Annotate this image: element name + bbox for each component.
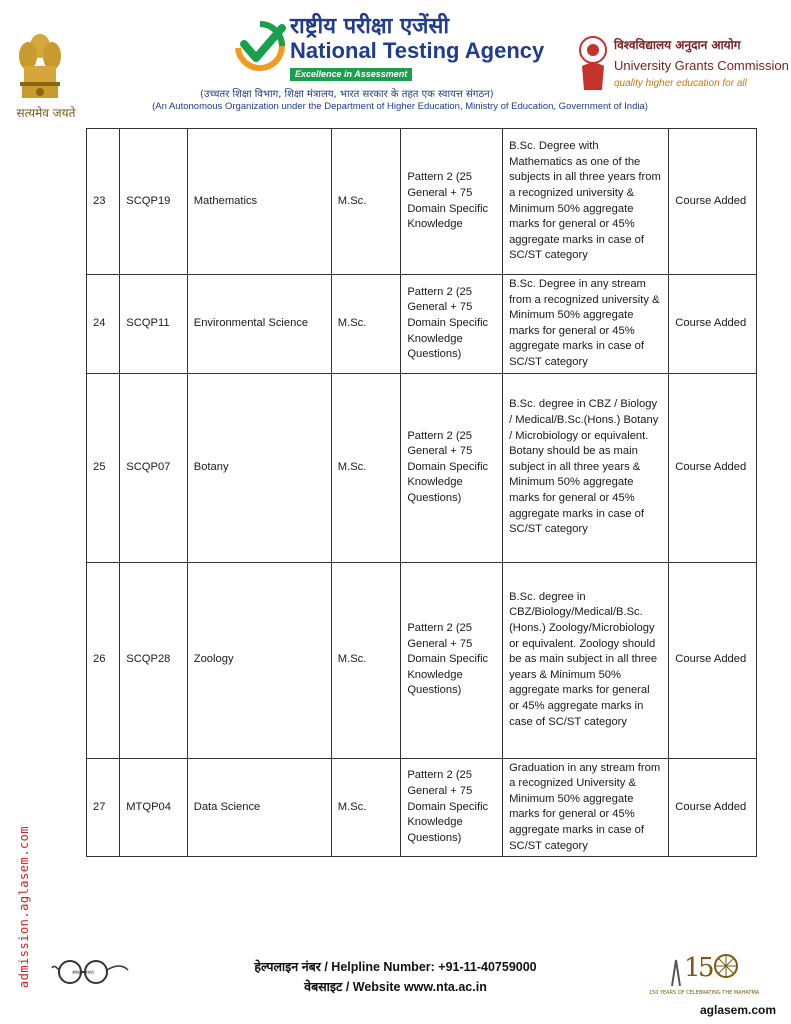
exam-pattern-cell: Pattern 2 (25 General + 75 Domain Specific Knowledge Questions) — [401, 758, 503, 857]
table-row — [87, 373, 757, 562]
table-row — [87, 562, 757, 758]
eligibility-cell: B.Sc. degree in CBZ/Biology/Medical/B.Sc.(Hons.) Zoology/Microbiology or equivalent. Zoology should be as main subject in all three years & Minimum 50% aggregate marks for general or 45% aggregate marks in case of SC/ST category — [503, 562, 669, 758]
subject-name-cell: Environmental Science — [187, 275, 331, 374]
subject-code-cell: SCQP07 — [120, 373, 188, 562]
nta-subtitle-hindi: (उच्चतर शिक्षा विभाग, शिक्षा मंत्रालय, भारत सरकार के तहत एक स्वायत्त संगठन) — [200, 89, 494, 100]
serial-number-cell: 27 — [87, 758, 120, 857]
status-cell: Course Added — [669, 373, 757, 562]
eligibility-cell: B.Sc. Degree with Mathematics as one of the subjects in all three years from a recognized university & Minimum 50% aggregate marks for general or 45% aggregate marks in case of SC/ST category — [503, 129, 669, 275]
ugc-name-hindi: विश्वविद्यालय अनुदान आयोग — [614, 38, 741, 52]
svg-text:5: 5 — [698, 953, 715, 983]
nta-checkmark-logo-icon — [232, 20, 288, 70]
state-emblem-icon — [14, 26, 66, 102]
table-row — [87, 129, 757, 275]
svg-text:1: 1 — [684, 953, 701, 983]
serial-number-cell: 23 — [87, 129, 120, 275]
serial-number-cell: 26 — [87, 562, 120, 758]
website-link[interactable]: वेबसाइट / Website www.nta.ac.in — [304, 980, 487, 994]
ugc-name-english: University Grants Commission — [614, 58, 789, 73]
nta-name-hindi: राष्ट्रीय परीक्षा एजेंसी — [290, 14, 450, 39]
serial-number-cell: 25 — [87, 373, 120, 562]
degree-cell: M.Sc. — [331, 275, 401, 374]
corner-watermark: aglasem.com — [700, 1003, 777, 1017]
degree-cell: M.Sc. — [331, 758, 401, 857]
status-cell: Course Added — [669, 275, 757, 374]
swachh-bharat-label: स्वच्छ भारत — [72, 970, 94, 976]
eligibility-cell: Graduation in any stream from a recognized University & Minimum 50% aggregate marks for general or 45% aggregate marks in case of SC/ST category — [503, 758, 669, 857]
subject-code-cell: SCQP28 — [120, 562, 188, 758]
status-cell: Course Added — [669, 758, 757, 857]
table-row — [87, 758, 757, 857]
degree-cell: M.Sc. — [331, 373, 401, 562]
table-row — [87, 275, 757, 374]
nta-tagline: Excellence in Assessment — [290, 68, 412, 81]
serial-number-cell: 24 — [87, 275, 120, 374]
status-cell: Course Added — [669, 129, 757, 275]
ugc-tagline: quality higher education for all — [614, 78, 747, 89]
status-cell: Course Added — [669, 562, 757, 758]
gandhi-150-label: 150 YEARS OF CELEBRATING THE MAHATMA — [648, 990, 760, 996]
subject-name-cell: Mathematics — [187, 129, 331, 275]
exam-pattern-cell: Pattern 2 (25 General + 75 Domain Specific Knowledge Questions) — [401, 373, 503, 562]
exam-pattern-cell: Pattern 2 (25 General + 75 Domain Specific Knowledge — [401, 129, 503, 275]
eligibility-cell: B.Sc. degree in CBZ / Biology / Medical/B.Sc.(Hons.) Botany / Microbiology or equivalent. Botany should be as main subject in all three years & Minimum 50% aggregate marks for general or 45% aggregate marks in case of SC/ST category — [503, 373, 669, 562]
exam-pattern-cell: Pattern 2 (25 General + 75 Domain Specific Knowledge Questions) — [401, 275, 503, 374]
subject-name-cell: Data Science — [187, 758, 331, 857]
subject-code-cell: MTQP04 — [120, 758, 188, 857]
side-watermark: admission.aglasem.com — [17, 825, 31, 989]
gandhi-150-logo-icon — [648, 946, 760, 1000]
course-table — [86, 128, 757, 857]
subject-name-cell: Botany — [187, 373, 331, 562]
degree-cell: M.Sc. — [331, 562, 401, 758]
eligibility-cell: B.Sc. Degree in any stream from a recognized university & Minimum 50% aggregate marks for general or 45% aggregate marks in case of SC/ST category — [503, 275, 669, 374]
subject-code-cell: SCQP11 — [120, 275, 188, 374]
exam-pattern-cell: Pattern 2 (25 General + 75 Domain Specific Knowledge Questions) — [401, 562, 503, 758]
helpline-number: हेल्पलाइन नंबर / Helpline Number: +91-11-40759000 — [254, 960, 537, 974]
subject-name-cell: Zoology — [187, 562, 331, 758]
ugc-logo-icon — [578, 32, 608, 92]
degree-cell: M.Sc. — [331, 129, 401, 275]
nta-subtitle-english: (An Autonomous Organization under the Department of Higher Education, Ministry of Education, Government of India) — [152, 101, 648, 112]
nta-name-english: National Testing Agency — [290, 38, 545, 63]
emblem-motto: सत्यमेव जयते — [16, 106, 76, 120]
subject-code-cell: SCQP19 — [120, 129, 188, 275]
